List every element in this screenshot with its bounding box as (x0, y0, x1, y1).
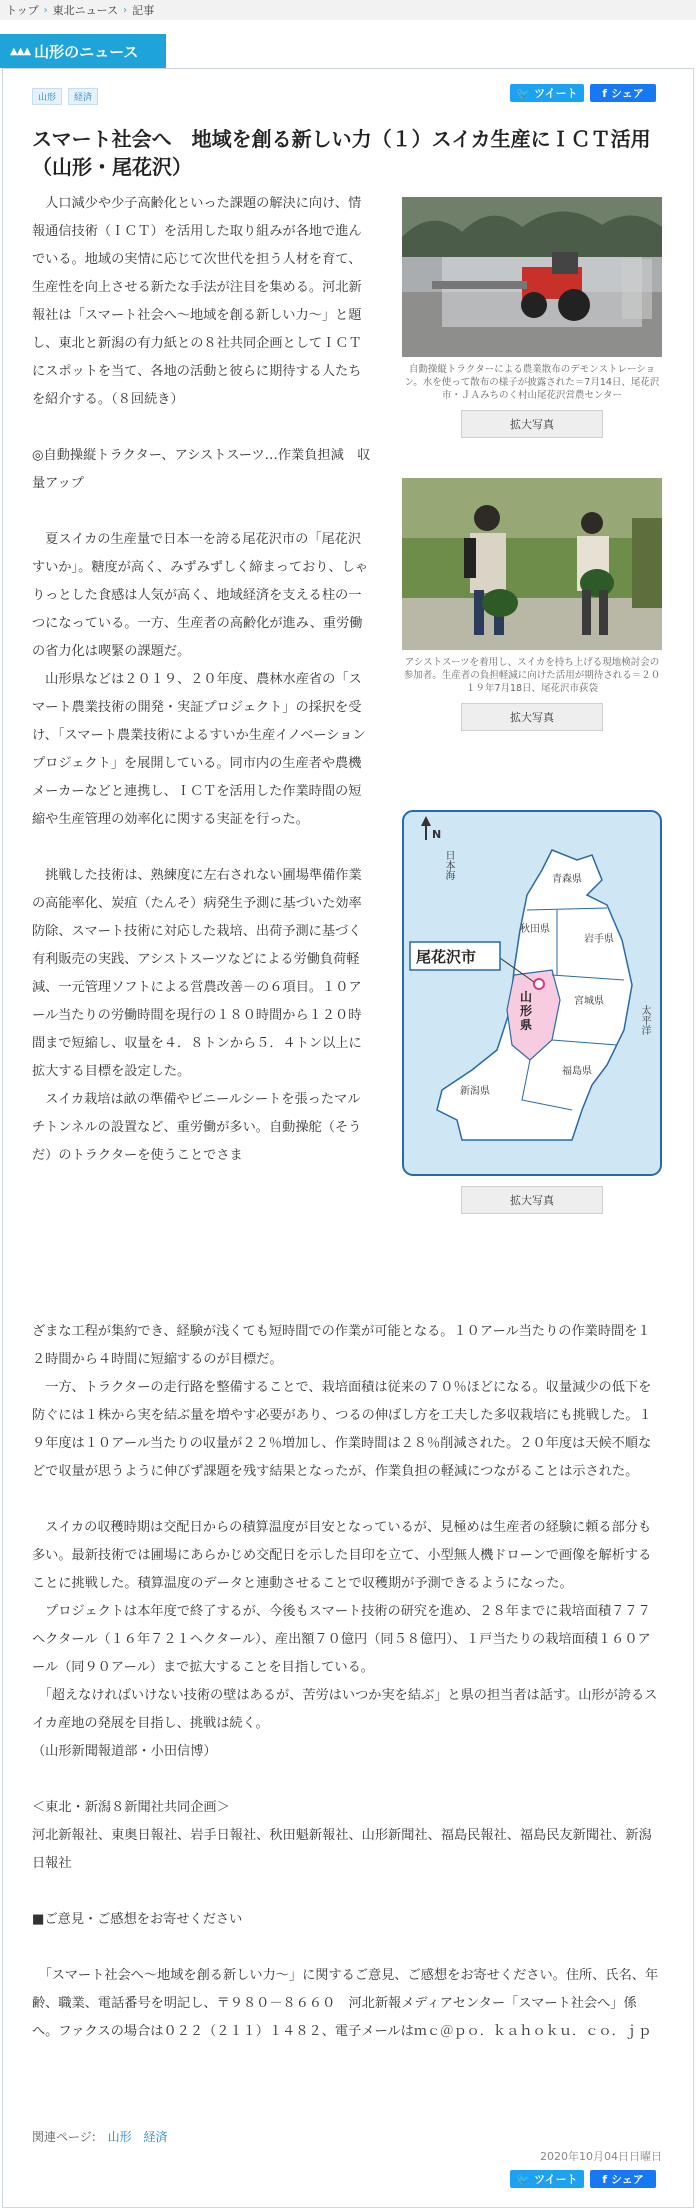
location-map[interactable] (402, 810, 662, 1176)
paragraph-spacer (32, 498, 372, 526)
assist-suit-photo[interactable] (402, 478, 662, 650)
figure-tractor (402, 197, 662, 438)
tag-economy[interactable]: 経済 (68, 88, 98, 105)
facebook-share-button[interactable]: f シェア (590, 84, 656, 102)
paragraph-spacer (32, 414, 372, 442)
assist-suit-photo-graphic (402, 478, 662, 650)
section-header (0, 34, 166, 68)
tag-yamagata[interactable]: 山形 (32, 88, 62, 105)
share-buttons-top (510, 84, 656, 102)
enlarge-photo-button[interactable]: 拡大写真 (461, 410, 603, 438)
figure-caption: 自動操縦トラクターによる農業散布のデモンストレーション。水を使って散布の様子が披露された＝7月14日、尾花沢市・ＪＡみちのく村山尾花沢営農センター (404, 364, 660, 401)
breadcrumb-tohoku-news[interactable]: 東北ニュース (52, 4, 119, 17)
breadcrumb (0, 0, 696, 20)
chevron-right-icon: › (43, 4, 48, 16)
byline: （山形新聞報道部・小田信博） (32, 1744, 217, 1759)
enlarge-map-button[interactable]: 拡大写真 (461, 1186, 603, 1214)
paragraph: 挑戦した技術は、熟練度に左右されない圃場準備作業の高能率化、炭疽（たんそ）病発生予測に基づいた効率防除、スマート技術に対応した栽培、出荷予測に基づく有利販売の実践、アシストスーツなどによる労働負荷軽減、一元管理ソフトによる営農改善－の６項目。１０アール当たりの労働時間を現行の１８０時間から１２０時間まで短縮し、収量を４．８トンから５．４トン以上に拡大する目標を設定した。 (32, 868, 362, 1079)
tractor-photo-graphic (402, 197, 662, 357)
facebook-icon: f (602, 86, 607, 100)
paragraph-spacer (32, 1766, 662, 1794)
feedback-heading: ■ご意見・ご感想をお寄せください (32, 1912, 243, 1927)
tag-list (32, 88, 98, 105)
map-label-aomori: 青森県 (552, 874, 582, 885)
enlarge-photo-button[interactable]: 拡大写真 (461, 703, 603, 731)
subheading: ◎自動操縦トラクター、アシストスーツ…作業負担減 収量アップ (32, 448, 371, 491)
joint-project-heading: ＜東北・新潟８新聞社共同企画＞ (32, 1800, 230, 1815)
mountain-logo-icon: ▲▲▲ (10, 45, 31, 57)
related-link-economy[interactable]: 経済 (143, 2130, 168, 2144)
figure-caption: アシストスーツを着用し、スイカを持ち上げる現地検討会の参加者。生産者の負担軽減に向けた活用が期待される＝２０１９年7月18日、尾花沢市荻袋 (403, 657, 661, 694)
map-label-akita: 秋田県 (520, 924, 550, 935)
map-label-yamagata: 山形県 (520, 990, 533, 1032)
paragraph: プロジェクトは本年度で終了するが、今後もスマート技術の研究を進め、２８年までに栽培面積７７７ヘクタール（１６年７２１ヘクタール）、産出額７０億円（同５８億円）、１戸当たりの栽培面積１６０アール（同９０アール）まで拡大することを目指している。 (32, 1604, 651, 1675)
paragraph-spacer (32, 1486, 662, 1514)
related-link-yamagata[interactable]: 山形 (107, 2130, 132, 2144)
paragraph-spacer (32, 1878, 662, 1906)
facebook-share-button[interactable]: f シェア (590, 2170, 656, 2188)
article-body-narrow (32, 190, 372, 1170)
related-pages (32, 2128, 168, 2145)
tweet-button[interactable]: 🐦 ツイート (510, 2170, 584, 2188)
paragraph: 夏スイカの生産量で日本一を誇る尾花沢市の「尾花沢すいか」。糖度が高く、みずみずしく締まっており、しゃりっとした食感は人気が高く、地域経済を支える柱の一つになっている。一方、生産者の高齢化が進み、重労働の省力化は喫緊の課題だ。 (32, 532, 369, 659)
map-label-niigata: 新潟県 (460, 1086, 490, 1097)
paragraph: 「超えなければいけない技術の壁はあるが、苦労はいつか実を結ぶ」と県の担当者は話す。山形が誇るスイカ産地の発展を目指し、挑戦は続く。 (32, 1688, 658, 1731)
map-label-sea: 日本海 (443, 850, 454, 880)
section-title: 山形のニュース (34, 42, 139, 61)
map-label-city: 尾花沢市 (416, 948, 477, 966)
share-buttons-bottom (510, 2170, 656, 2188)
tweet-button[interactable]: 🐦 ツイート (510, 84, 584, 102)
feedback-paragraph: 「スマート社会へ～地域を創る新しい力～」に関するご意見、ご感想をお寄せください。住所、氏名、年齢、職業、電話番号を明記し、〒９８０－８６６０ 河北新報メディアセンター「スマート社会へ」係へ。ファクスの場合は０２２（２１１）１４８２、電子メールはｍｃ＠ｐｏ．ｋａｈｏｋｕ．ｃｏ．ｊｐ (32, 1968, 659, 2039)
figure-assist-suit (402, 478, 662, 731)
publish-date: 2020年10月04日日曜日 (540, 2150, 662, 2163)
map-label-iwate: 岩手県 (584, 934, 614, 945)
map-label-ocean: 太平洋 (639, 1005, 650, 1035)
paragraph: スイカの収穫時期は交配日からの積算温度が目安となっているが、見極めは生産者の経験に頼る部分も多い。最新技術では圃場にあらかじめ交配日を示した目印を立て、小型無人機ドローンで画像を解析することに挑戦した。積算温度のデータと連動させることで収穫期が予測できるようになった。 (32, 1520, 652, 1591)
paragraph: 一方、トラクターの走行路を整備することで、栽培面積は従来の７０％ほどになる。収量減少の低下を防ぐには１株から実を結ぶ量を増やす必要があり、つるの伸ばし方を工夫した多収栽培にも挑戦した。１９年度は１０アール当たりの収量が２２％増加し、作業時間は２８％削減された。２０年度は天候不順などで収量が思うように伸びず課題を残す結果となったが、作業負担の軽減につながることは示された。 (32, 1380, 652, 1479)
chevron-right-icon: › (123, 4, 128, 16)
compass-label: N (432, 828, 442, 841)
bird-icon: 🐦 (516, 2172, 531, 2186)
paragraph-spacer (32, 834, 372, 862)
map-label-fukushima: 福島県 (562, 1066, 592, 1077)
facebook-icon: f (602, 2172, 607, 2186)
tractor-photo[interactable] (402, 197, 662, 357)
related-label: 関連ページ: (32, 2130, 96, 2144)
paragraph-spacer (32, 1934, 662, 1962)
article-title: スマート社会へ 地域を創る新しい力（１）スイカ生産にＩＣＴ活用（山形・尾花沢） (32, 127, 651, 180)
newspaper-list: 河北新報社、東奥日報社、岩手日報社、秋田魁新報社、山形新聞社、福島民報社、福島民友新聞社、新潟日報社 (32, 1828, 652, 1871)
breadcrumb-top[interactable]: トップ (6, 4, 39, 17)
paragraph: 山形県などは２０１９、２０年度、農林水産省の「スマート農業技術の開発・実証プロジェクト」の採択を受け、「スマート農業技術によるすいか生産イノベーションプロジェクト」を展開している。同市内の生産者や農機メーカーなどと連携し、ＩＣＴを活用した作業時間の短縮や生産管理の効率化に関する実証を行った。 (32, 672, 366, 827)
bird-icon: 🐦 (516, 86, 531, 100)
article-body-wide (32, 1318, 662, 2046)
paragraph: スイカ栽培は畝の準備やビニールシートを張ったマルチトンネルの設置など、重労働が多い。自動操舵（そうだ）のトラクターを使うことでさま (32, 1092, 362, 1163)
figure-map (402, 810, 662, 1214)
map-label-miyagi: 宮城県 (574, 996, 604, 1007)
paragraph: ざまな工程が集約でき、経験が浅くても短時間での作業が可能となる。１０アール当たりの作業時間を１２時間から４時間に短縮するのが目標だ。 (32, 1324, 651, 1367)
breadcrumb-current: 記事 (132, 4, 155, 17)
paragraph: 人口減少や少子高齢化といった課題の解決に向け、情報通信技術（ＩＣＴ）を活用した取り組みが各地で進んでいる。地域の実情に応じて次世代を担う人材を育て、生産性を向上させる新たな手法が注目を集める。河北新報社は「スマート社会へ～地域を創る新しい力～」と題し、東北と新潟の有力紙との８社共同企画としてＩＣＴにスポットを当て、各地の活動と彼らに期待する人たちを紹介する。（８回続き） (32, 196, 362, 407)
